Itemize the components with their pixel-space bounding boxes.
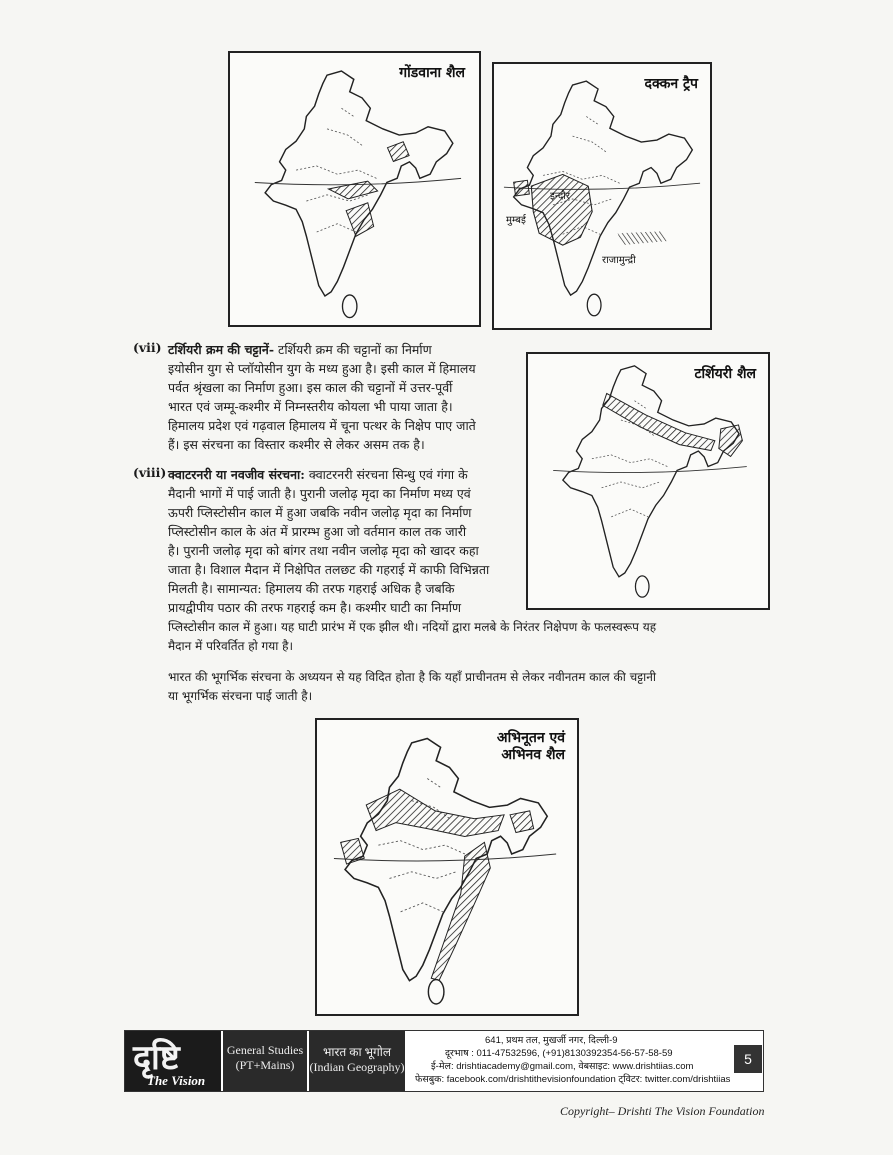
deccan-trap-map-drawing <box>494 64 710 328</box>
subject-indian-geography <box>309 1031 405 1091</box>
gondwana-hatch-mahanadi <box>346 203 374 236</box>
tertiary-map <box>526 352 770 610</box>
tertiary-hatch-assam <box>719 425 743 456</box>
conclusion-line-1: भारत की भूगर्भिक संरचना के अध्ययन से यह विदित होता है कि यहाँ प्राचीनतम से लेकर नवीनतम काल की चट्टानी <box>168 670 657 684</box>
brand-tagline: The Vision <box>147 1073 206 1088</box>
section-viii-line-6: जाता है। विशाल मैदान में निक्षेपित तलछट की गहराई में काफी विभिन्नता <box>168 562 490 577</box>
section-number-viii: (viii) <box>133 465 167 480</box>
section-viii-line-1: क्वाटरनरी संरचना सिन्धु एवं गंगा के <box>308 467 468 482</box>
recent-hatch-gangetic-plain <box>366 789 504 836</box>
subject1-line-1: General Studies <box>226 1043 304 1057</box>
tertiary-map-drawing <box>528 354 768 608</box>
contact-phone: दूरभाष : 011-47532596, (+91)8130392354-56-57-58-59 <box>445 1048 673 1059</box>
section-vii-text <box>168 340 518 454</box>
subject-general-studies <box>223 1031 307 1091</box>
subject2-line-1: भारत का भूगोल <box>322 1045 392 1059</box>
section-viii-line-7: मिलती है। सामान्यत: हिमालय की तरफ गहराई अधिक है जबकि <box>168 581 455 596</box>
page-number: 5 <box>734 1045 762 1073</box>
recent-rocks-map <box>315 718 579 1016</box>
contact-address: 641, प्रथम तल, मुखर्जी नगर, दिल्ली-9 <box>485 1035 618 1046</box>
section-viii-line-2: मैदानी भागों में पाई जाती है। पुरानी जलोढ़ मृदा का निर्माण मध्य एवं <box>168 486 471 501</box>
place-label-mumbai: मुम्बई <box>506 215 526 226</box>
deccan-trap-map-title: दक्कन ट्रैप <box>644 76 698 92</box>
tertiary-map-title: टर्शियरी शैल <box>694 366 756 382</box>
gondwana-map-title: गोंडवाना शैल <box>399 65 465 81</box>
section-viii-line-8: प्रायद्वीपीय पठार की तरफ गहराई कम है। कश्मीर घाटी का निर्माण <box>168 600 462 615</box>
conclusion-paragraph <box>168 668 778 706</box>
deccan-hatch-region <box>531 174 592 245</box>
subject1-line-2: (PT+Mains) <box>235 1058 295 1072</box>
recent-rocks-map-drawing <box>317 720 577 1014</box>
section-vii-line-3: पर्वत श्रृंखला का निर्माण हुआ। इस काल की चट्टानों में उत्तर-पूर्वी <box>168 380 453 395</box>
recent-rocks-title-line-2: अभिनव शैल <box>501 747 565 763</box>
conclusion-line-2: या भूगर्भिक संरचना पाई जाती है। <box>168 689 313 703</box>
recent-rocks-map-title <box>497 730 565 764</box>
section-viii-heading: क्वाटरनरी या नवजीव संरचना: <box>168 467 305 482</box>
tertiary-hatch-himalaya <box>603 393 715 450</box>
gondwana-hatch-damodar <box>328 181 377 199</box>
section-viii-continuation <box>168 618 778 656</box>
section-vii-heading: टर्शियरी क्रम की चट्टानें- <box>168 342 275 357</box>
brand-name: दृष्टि <box>133 1040 180 1077</box>
contact-email: ई-मेल: drishtiacademy@gmail.com, वेबसाइट: www.drishtiias.com <box>431 1061 694 1072</box>
section-vii-line-4: भारत एवं जम्मू-कश्मीर में निम्नस्तरीय कोयला भी पाया जाता है। <box>168 399 453 414</box>
section-number-vii: (vii) <box>133 340 162 355</box>
contact-details <box>415 1034 745 1086</box>
section-viii-line-3: ऊपरी प्लिस्टोसीन काल में हुआ जबकि नवीन जलोढ़ मृदा का निर्माण <box>168 505 472 520</box>
section-viii-text <box>168 465 518 617</box>
recent-rocks-title-line-1: अभिनूतन एवं <box>496 730 565 746</box>
footer-banner <box>124 1030 764 1092</box>
contact-social: फेसबुक: facebook.com/drishtithevisionfoundation ट्विटर: twitter.com/drishtiias <box>415 1074 731 1085</box>
gondwana-map <box>228 51 481 327</box>
gondwana-map-drawing <box>230 53 479 325</box>
recent-hatch-brahmaputra <box>510 811 534 833</box>
deccan-hatch-rajahmundry <box>618 231 667 245</box>
section-vii-line-5: हिमालय प्रदेश एवं गढ़वाल हिमालय में चूना पत्थर के निक्षेप पाए जाते <box>168 418 476 433</box>
place-label-rajahmundry: राजामुन्द्री <box>602 255 636 266</box>
recent-hatch-east-coast <box>431 842 490 980</box>
place-label-indore: इन्दौर <box>550 191 570 202</box>
copyright-notice: Copyright– Drishti The Vision Foundation <box>560 1104 765 1118</box>
subject2-line-2: (Indian Geography) <box>309 1060 405 1074</box>
section-viii-full-line-2: मैदान में परिवर्तित हो गया है। <box>168 639 294 653</box>
section-viii-line-4: प्लिस्टोसीन काल के अंत में प्रारम्भ हुआ जो वर्तमान काल तक जारी <box>168 524 467 539</box>
section-vii-line-1: टर्शियरी क्रम की चट्टानों का निर्माण <box>278 342 432 357</box>
deccan-trap-map <box>492 62 712 330</box>
section-viii-line-5: है। पुरानी जलोढ़ मृदा को बांगर तथा नवीन जलोढ़ मृदा को खादर कहा <box>168 543 479 558</box>
section-vii-line-2: इयोसीन युग से प्लॉयोसीन युग के मध्य हुआ है। इसी काल में हिमालय <box>168 361 476 376</box>
gondwana-hatch-son <box>387 142 409 162</box>
section-vii-line-6: हैं। इस संरचना का विस्तार कश्मीर से लेकर असम तक है। <box>168 437 425 452</box>
drishti-logo <box>125 1031 221 1091</box>
deccan-hatch-kutch <box>514 180 530 196</box>
section-viii-full-line-1: प्लिस्टोसीन काल में हुआ। यह घाटी प्रारंभ में एक झील थी। नदियों द्वारा मलबे के निरंतर निक्षेपण के फलस्वरूप यह <box>168 620 657 634</box>
